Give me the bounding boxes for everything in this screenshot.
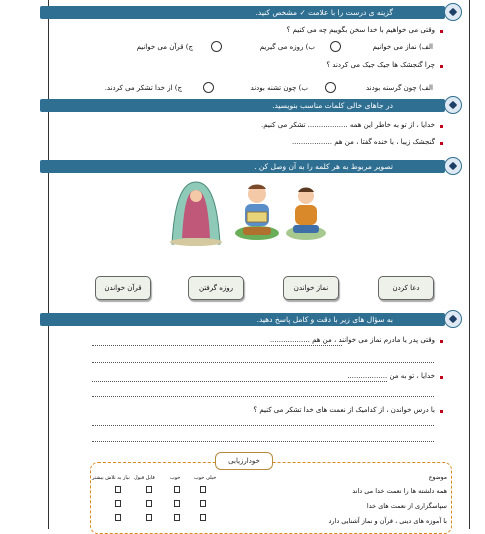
q1-option-b-radio[interactable] [211, 41, 222, 52]
section4-q3: با درس خواندن ، از کدامیک از نعمت های خدا تشکر می کنیم ؟ [253, 406, 435, 414]
self-evaluation-header: خودارزیابی [215, 452, 273, 470]
boy-sitting-figure [285, 187, 327, 243]
girl-praying-figure [170, 178, 222, 248]
checkbox[interactable] [146, 500, 152, 507]
answer-line[interactable] [92, 345, 342, 346]
section4-medallion-icon [444, 310, 462, 328]
checkbox[interactable] [200, 486, 206, 493]
q2-option-b: ب) چون تشنه بودند [250, 84, 308, 92]
section4-q2: خدایا ، تو به من .................. [347, 372, 435, 380]
section2-line1: خدایا ، از تو به خاطر این همه .................. تشکر می کنیم. [261, 121, 435, 129]
eval-row-1: همه دلشته ها را نعمت خدا می داند [352, 487, 447, 495]
section1-header-bar [40, 6, 445, 19]
checkbox[interactable] [115, 486, 121, 493]
eval-row-2: سپاسگزاری از نعمت های خدا [366, 502, 447, 510]
q1-option-b: ب) روزه می گیریم [259, 43, 315, 51]
section2-title: در جاهای خالی کلمات مناسب بنویسید. [272, 101, 393, 110]
section4-header-bar [40, 313, 445, 326]
checkbox[interactable] [115, 514, 121, 521]
section4-title: به سؤال های زیر با دقت و کامل پاسخ دهید. [256, 315, 393, 324]
answer-line[interactable] [92, 396, 434, 397]
q2-option-c: ج) از خدا تشکر می کردند. [104, 84, 182, 92]
topic-label: موضوع [428, 474, 447, 481]
q2-option-b-radio[interactable] [203, 82, 214, 93]
answer-line[interactable] [92, 362, 434, 363]
column-good: خوب [170, 475, 181, 481]
column-acceptable: قابل قبول [134, 475, 155, 481]
section3-header-bar [40, 160, 445, 173]
q2-option-a-radio[interactable] [325, 82, 336, 93]
answer-line[interactable] [92, 425, 434, 426]
bullet-icon [440, 410, 443, 413]
worksheet-page [48, 0, 470, 529]
column-very-good: خیلی خوب [194, 475, 217, 481]
answer-line[interactable] [92, 441, 434, 442]
word-card-rouzeh[interactable]: روزه گرفتن [188, 276, 244, 300]
boy-reading-quran-figure [233, 183, 283, 245]
section1-title: گزینه ی درست را با علامت ✓ مشخص کنید. [255, 8, 393, 17]
section1-q1: وقتی می خواهیم با خدا سخن بگوییم چه می کنیم ؟ [286, 26, 435, 34]
q1-option-a-radio[interactable] [330, 41, 341, 52]
section2-header-bar [40, 99, 445, 112]
q1-option-a: الف) نماز می خوانیم [372, 43, 433, 51]
checkbox[interactable] [115, 500, 121, 507]
bullet-icon [440, 376, 443, 379]
bullet-icon [440, 30, 443, 33]
section1-q2: چرا گنجشک ها جیک جیک می کردند ؟ [326, 61, 435, 69]
bullet-icon [440, 125, 443, 128]
section2-medallion-icon [444, 96, 462, 114]
eval-row-3: با آموزه های دینی ، قرآن و نماز آشنایی دارد [328, 517, 447, 525]
checkbox[interactable] [174, 500, 180, 507]
column-needs-effort: نیاز به تلاش بیشتر [92, 475, 130, 481]
word-card-namaz[interactable]: نماز خواندن [283, 276, 339, 300]
section3-title: تصویر مربوط به هر کلمه را به آن وصل کن . [254, 162, 393, 171]
checkbox[interactable] [146, 514, 152, 521]
bullet-icon [440, 65, 443, 68]
word-card-quran[interactable]: قرآن خواندن [95, 276, 151, 300]
bullet-icon [440, 340, 443, 343]
section2-line2: گنجشک زیبا ، با خنده گفتا ، من هم .................. [291, 138, 435, 146]
section4-q1: وقتی پدر یا مادرم نماز می خوانند ، من هم .................. [269, 336, 435, 344]
section3-medallion-icon [444, 157, 462, 175]
checkbox[interactable] [146, 486, 152, 493]
bullet-icon [440, 142, 443, 145]
checkbox[interactable] [200, 514, 206, 521]
checkbox[interactable] [174, 486, 180, 493]
word-card-dua[interactable]: دعا کردن [378, 276, 434, 300]
checkbox[interactable] [200, 500, 206, 507]
q1-option-c: ج) قرآن می خوانیم [136, 43, 193, 51]
q2-option-a: الف) چون گرسنه بودند [365, 84, 433, 92]
checkbox[interactable] [174, 514, 180, 521]
answer-line[interactable] [92, 381, 387, 382]
section1-medallion-icon [444, 3, 462, 21]
